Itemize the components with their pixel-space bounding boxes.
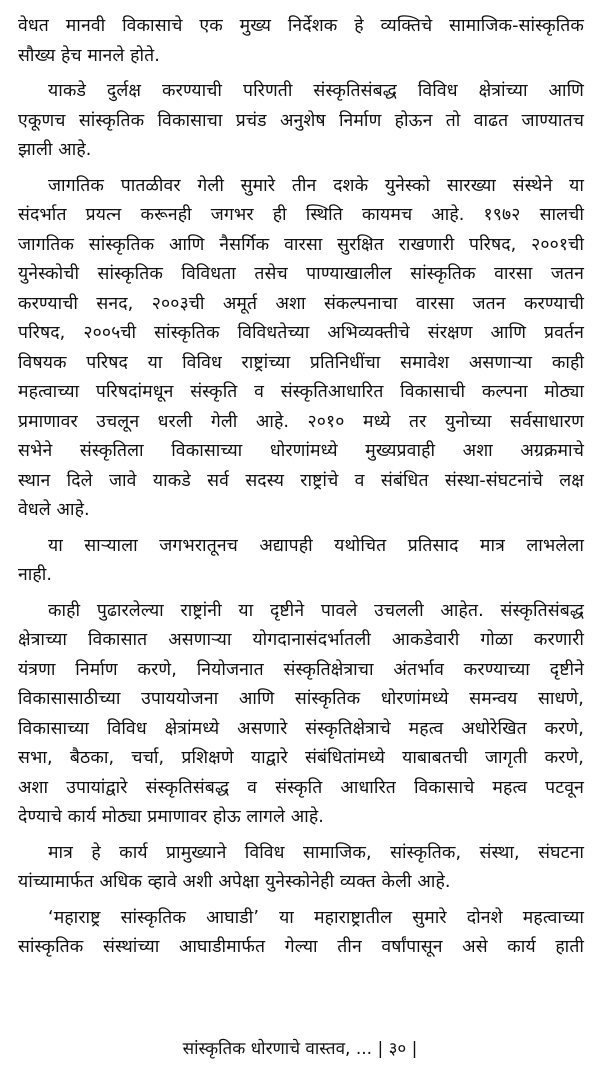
text-line: या साऱ्याला जगभरातूनच अद्यापही यथोचित प्रतिसाद मात्र लाभलेला: [48, 535, 584, 556]
paragraph: [18, 12, 584, 71]
text-line: विकासाच्या विविध क्षेत्रांमध्ये असणारे संस्कृतिक्षेत्राचे महत्व अधोरेखित करणे,: [18, 718, 584, 739]
text-line: याकडे दुर्लक्ष करण्याची परिणती संस्कृतिसंबद्ध विविध क्षेत्रांच्या आणि: [48, 81, 584, 101]
text-line: सांस्कृतिक संस्थांच्या आघाडीमार्फत गेल्या तीन वर्षांपासून असे कार्य हाती: [18, 937, 584, 957]
text-line: ‘महाराष्ट्र सांस्कृतिक आघाडी’ या महाराष्ट्रातील सुमारे दोनशे महत्वाच्या: [48, 907, 584, 928]
text-line: यंत्रणा निर्माण करणे, नियोजनात संस्कृतिक्षेत्राचा अंतर्भाव करण्याच्या दृष्टीने: [18, 659, 584, 680]
paragraph: [18, 532, 584, 591]
text-line: काही पुढारलेल्या राष्ट्रांनी या दृष्टीने पावले उचलली आहेत. संस्कृतिसंबद्ध: [48, 600, 584, 621]
text-line: वेधले आहे.: [18, 500, 90, 520]
text-line: स्थान दिले जावे याकडे सर्व सदस्य राष्ट्रांचे व संबंधित संस्था-संघटनांचे लक्ष: [18, 470, 584, 491]
text-line: वेधत मानवी विकासाचे एक मुख्य निर्देशक हे व्यक्तिचे सामाजिक-सांस्कृतिक: [18, 16, 584, 36]
text-line: सौख्य हेच मानले होते.: [18, 45, 160, 66]
text-line: नाही.: [18, 565, 53, 585]
text-line: जागतिक पातळीवर गेली सुमारे तीन दशके युनेस्को सारख्या संस्थेने या: [48, 175, 584, 196]
text-line: परिषद, २००५ची सांस्कृतिक विविधतेच्या अभिव्यक्तीचे संरक्षण आणि प्रवर्तन: [18, 323, 584, 343]
text-line: जागतिक सांस्कृतिक आणि नैसर्गिक वारसा सुरक्षित राखणारी परिषद, २००१ची: [18, 234, 584, 255]
page-footer: सांस्कृतिक धोरणाचे वास्तव, ... | ३० |: [182, 1039, 418, 1059]
text-line: देण्याचे कार्य मोठ्या प्रमाणावर होऊ लागले आहे.: [18, 807, 324, 827]
text-line: महत्वाच्या परिषदांमधून संस्कृति व संस्कृतिआधारित विकासाची कल्पना मोठ्या: [18, 382, 584, 402]
paragraph: [18, 904, 584, 963]
text-line: मात्र हे कार्य प्रामुख्याने विविध सामाजिक, सांस्कृतिक, संस्था, संघटना: [48, 842, 584, 863]
text-line: सभेने संस्कृतिला विकासाच्या धोरणांमध्ये मुख्यप्रवाही अशा अग्रक्रमाचे: [18, 441, 584, 461]
text-line: युनेस्कोची सांस्कृतिक विविधता तसेच पाण्याखालील सांस्कृतिक वारसा जतन: [18, 264, 584, 284]
text-line: यांच्यामार्फत अधिक व्हावे अशी अपेक्षा युनेस्कोनेही व्यक्त केली आहे.: [18, 872, 451, 892]
paragraph: [18, 839, 584, 898]
text-line: विषयक परिषद या विविध राष्ट्रांच्या प्रतिनिधींचा समावेश असणाऱ्या काही: [18, 352, 584, 373]
paragraph: [18, 77, 584, 166]
text-line: विकासासाठीच्या उपाययोजना आणि सांस्कृतिक धोरणांमध्ये समन्वय साधणे,: [18, 689, 584, 709]
text-line: अशा उपायांद्वारे संस्कृतिसंबद्ध व संस्कृति आधारित विकासाचे महत्व पटवून: [18, 777, 584, 798]
text-line: एकूणच सांस्कृतिक विकासाचा प्रचंड अनुशेष निर्माण होऊन तो वाढत जाण्यातच: [18, 110, 584, 131]
paragraph: [18, 172, 584, 526]
text-line: प्रमाणावर उचलून धरली गेली आहे. २०१० मध्ये तर युनोच्या सर्वसाधारण: [18, 411, 584, 432]
paragraph: [18, 597, 584, 833]
text-line: क्षेत्राच्या विकासात असणाऱ्या योगदानासंदर्भातली आकडेवारी गोळा करणारी: [18, 630, 584, 650]
text-line: संदर्भात प्रयत्न करूनही जगभर ही स्थिति कायमच आहे. १९७२ सालची: [18, 205, 584, 225]
text-line: करण्याची सनद, २००३ची अमूर्त अशा संकल्पनाचा वारसा जतन करण्याची: [18, 293, 584, 314]
text-line: झाली आहे.: [18, 140, 92, 160]
page-body: [18, 12, 584, 963]
text-line: सभा, बैठका, चर्चा, प्रशिक्षणे याद्वारे संबंधितांमध्ये याबाबतची जागृती करणे,: [18, 748, 584, 768]
